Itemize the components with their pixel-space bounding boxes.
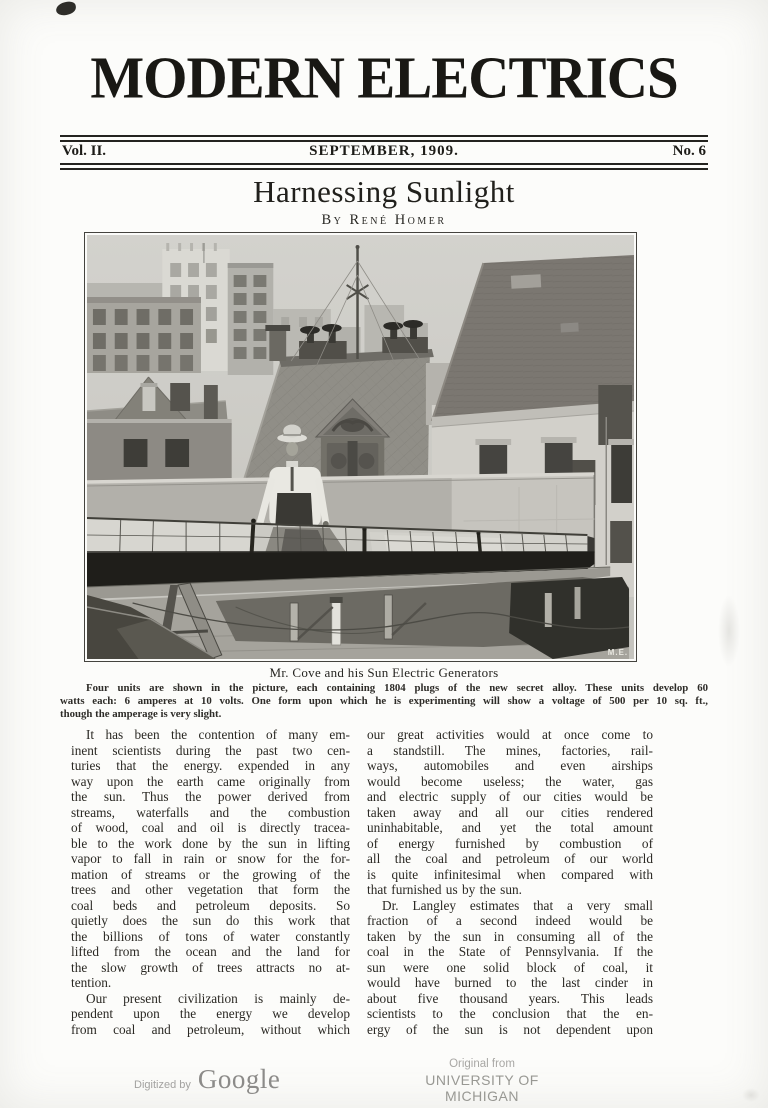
text-line: about five thousand years. This leads <box>367 990 653 1006</box>
column-right <box>367 727 653 1037</box>
issue-number: No. 6 <box>672 143 706 159</box>
original-from-block <box>392 1058 572 1104</box>
rooftop-photo <box>87 235 634 659</box>
caption-line: watts each: 6 amperes at 10 volts. One form upon which he is experimenting will show a voltage of 500 per 10 sq. ft., <box>60 694 708 707</box>
text-line: ergy of the sun is not dependent upon <box>367 1021 653 1037</box>
photo-center-roof <box>244 320 434 483</box>
text-line: is quite infinitesimal when compared with <box>367 866 653 882</box>
byline: By René Homer <box>321 212 447 228</box>
article-title: Harnessing Sunlight <box>253 174 515 209</box>
text-line: inent scientists during the past two cen- <box>71 742 350 758</box>
double-rule-top <box>60 135 708 142</box>
masthead-title: MODERN ELECTRICS <box>90 45 678 112</box>
original-from-label: Original from <box>449 1058 515 1070</box>
volume-label: Vol. II. <box>62 143 107 159</box>
double-rule-bottom <box>60 163 708 170</box>
digitized-by-google <box>134 1064 280 1095</box>
text-line: uninhabitable, and yet the total amount <box>367 820 653 835</box>
google-logo: Google <box>197 1064 281 1094</box>
text-line: our great activities would at once come to <box>367 727 653 742</box>
column-left <box>71 727 350 1037</box>
text-line: Dr. Langley estimates that a very small <box>382 897 653 913</box>
text-line: the billions of tons of water constantly <box>71 928 350 944</box>
text-line: streams, waterfalls and the combustion <box>71 804 350 820</box>
issue-date: SEPTEMBER, 1909. <box>309 143 459 159</box>
text-line: the sun. Thus the power derived from <box>71 789 350 804</box>
photo-credit: M.E. <box>607 647 629 658</box>
text-line: trees and other vegetation that form the <box>71 882 350 897</box>
text-line: fraction of a second indeed would be <box>367 913 653 928</box>
text-line: of energy furnished by combustion of <box>367 835 653 851</box>
institution-label: UNIVERSITY OF MICHIGAN <box>425 1072 539 1104</box>
caption-line: though the amperage is very slight. <box>60 707 222 720</box>
text-line: all the coal and petroleum of our world <box>367 851 653 866</box>
text-line: scientists to the conclusion that the en- <box>367 1006 653 1021</box>
text-line: that furnished us by the sun. <box>367 882 522 897</box>
text-line: taken by the sun in consuming all of the <box>367 928 653 944</box>
text-line: taken away and all our cities rendered <box>367 804 653 820</box>
photo-caption-body <box>60 682 708 720</box>
text-line: ways, automobiles and even airships <box>367 758 653 773</box>
scan-artifact-smudge <box>718 595 740 667</box>
text-line: tention. <box>71 975 112 990</box>
scan-artifact-smudge <box>742 1088 760 1102</box>
text-line: ble to the work done by the sun in lifting <box>71 835 350 851</box>
photo-caption-title: Mr. Cove and his Sun Electric Generators <box>269 665 499 680</box>
text-line: coal in the State of Pennsylvania. If the <box>367 944 653 959</box>
text-line: way upon the earth came originally from <box>71 773 350 789</box>
text-line: Our present civilization is mainly de- <box>86 990 350 1006</box>
text-line: lifted from the ocean and the land for <box>71 944 350 959</box>
text-line: from coal and petroleum, without which <box>71 1021 350 1037</box>
issue-info-row <box>60 143 708 161</box>
text-line: turies that the energy. expended in any <box>71 758 350 773</box>
text-line: mation of streams or the growing of the <box>71 866 350 882</box>
text-line: vapor to fall in rain or snow for the for- <box>71 851 350 866</box>
text-line: quietly does the sun do this work that <box>71 913 350 928</box>
text-line: would have burned to the last cinder in <box>367 975 653 990</box>
caption-line: Four units are shown in the picture, each containing 1804 plugs of the new secret alloy. These units develop 60 <box>86 682 708 694</box>
text-line: sun were one solid block of coal, it <box>367 959 653 975</box>
scan-artifact-blot <box>55 1 77 17</box>
photo-figure <box>84 232 637 662</box>
text-line: the slow growth of trees attracts no at- <box>71 959 350 975</box>
text-line: of wood, coal and oil is directly tracea- <box>71 820 350 835</box>
text-line: coal beds and petroleum deposits. So <box>71 897 350 913</box>
text-line: pendent upon the energy we develop <box>71 1006 350 1021</box>
text-line: would become useless; the water, gas <box>367 773 653 789</box>
text-line: and electric supply of our cities would be <box>367 789 653 804</box>
text-line: a standstill. The mines, factories, rail- <box>367 742 653 758</box>
digitized-by-label: Digitized by <box>134 1079 191 1091</box>
text-line: It has been the contention of many em- <box>86 727 350 742</box>
